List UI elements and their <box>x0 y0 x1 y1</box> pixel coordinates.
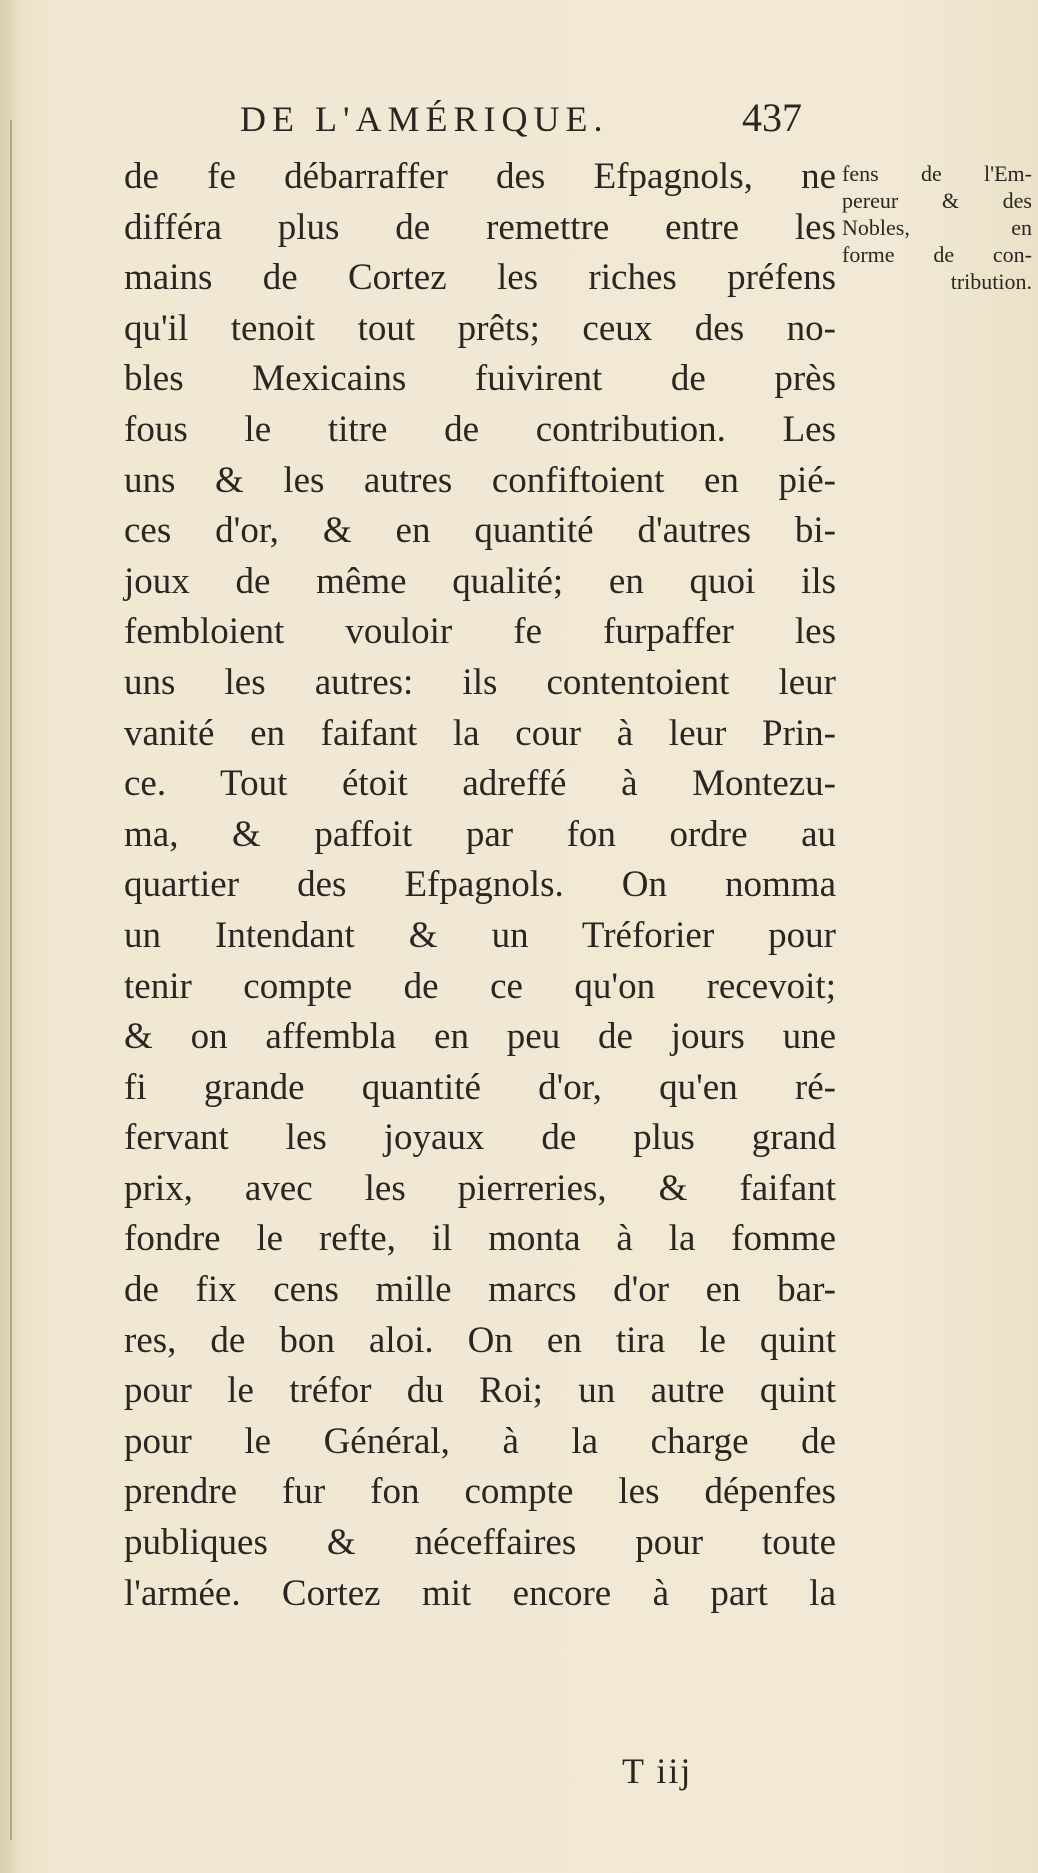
body-line: qu'il tenoit tout prêts; ceux des no- <box>124 307 836 349</box>
body-line: prix, avec les pierreries, & faifant <box>124 1167 836 1209</box>
margin-note-line: Nobles, en <box>842 215 1032 240</box>
body-line: res, de bon aloi. On en tira le quint <box>124 1319 836 1361</box>
margin-note <box>842 160 1032 295</box>
margin-note-line: forme de con- <box>842 242 1032 267</box>
body-line: vanité en faifant la cour à leur Prin- <box>124 712 836 754</box>
body-line: fondre le refte, il monta à la fomme <box>124 1218 836 1260</box>
body-line: ce. Tout étoit adreffé à Montezu- <box>124 763 836 805</box>
running-head: DE L'AMÉRIQUE. <box>240 99 609 139</box>
body-line: fembloient vouloir fe furpaffer les <box>124 611 836 653</box>
body-line: bles Mexicains fuivirent de près <box>124 358 836 400</box>
body-line: quartier des Efpagnols. On nomma <box>124 864 836 906</box>
body-line: de fe débarraffer des Efpagnols, ne <box>124 156 836 197</box>
page-gutter-line <box>10 120 12 1840</box>
body-line: pour le tréfor du Roi; un autre quint <box>124 1370 836 1412</box>
body-line: fervant les joyaux de plus grand <box>124 1117 836 1159</box>
margin-note-line: fens de l'Em- <box>842 161 1032 186</box>
body-line: différa plus de remettre entre les <box>124 206 836 248</box>
body-line: ma, & paffoit par fon ordre au <box>124 813 836 855</box>
body-line: joux de même qualité; en quoi ils <box>124 560 836 602</box>
page-number: 437 <box>742 95 802 140</box>
body-line: uns & les autres confiftoient en pié- <box>124 459 836 501</box>
margin-note-line: pereur & des <box>842 188 1032 213</box>
body-line: uns les autres: ils contentoient leur <box>124 661 836 703</box>
body-line: fi grande quantité d'or, qu'en ré- <box>124 1066 836 1108</box>
body-line: prendre fur fon compte les dépenfes <box>124 1471 836 1513</box>
body-line: l'armée. Cortez mit encore à part la <box>124 1572 836 1614</box>
body-line: un Intendant & un Tréforier pour <box>124 914 836 956</box>
body-line: de fix cens mille marcs d'or en bar- <box>124 1269 836 1311</box>
body-line: pour le Général, à la charge de <box>124 1420 836 1462</box>
body-line: & on affembla en peu de jours une <box>124 1016 836 1058</box>
body-text <box>124 152 836 1619</box>
body-line: mains de Cortez les riches préfens <box>124 257 836 299</box>
body-line: ces d'or, & en quantité d'autres bi- <box>124 510 836 552</box>
body-line: tenir compte de ce qu'on recevoit; <box>124 965 836 1007</box>
body-line: fous le titre de contribution. Les <box>124 408 836 450</box>
body-line: publiques & néceffaires pour toute <box>124 1522 836 1564</box>
margin-note-line: tribution. <box>950 269 1032 294</box>
signature-mark: T iij <box>622 1751 693 1791</box>
